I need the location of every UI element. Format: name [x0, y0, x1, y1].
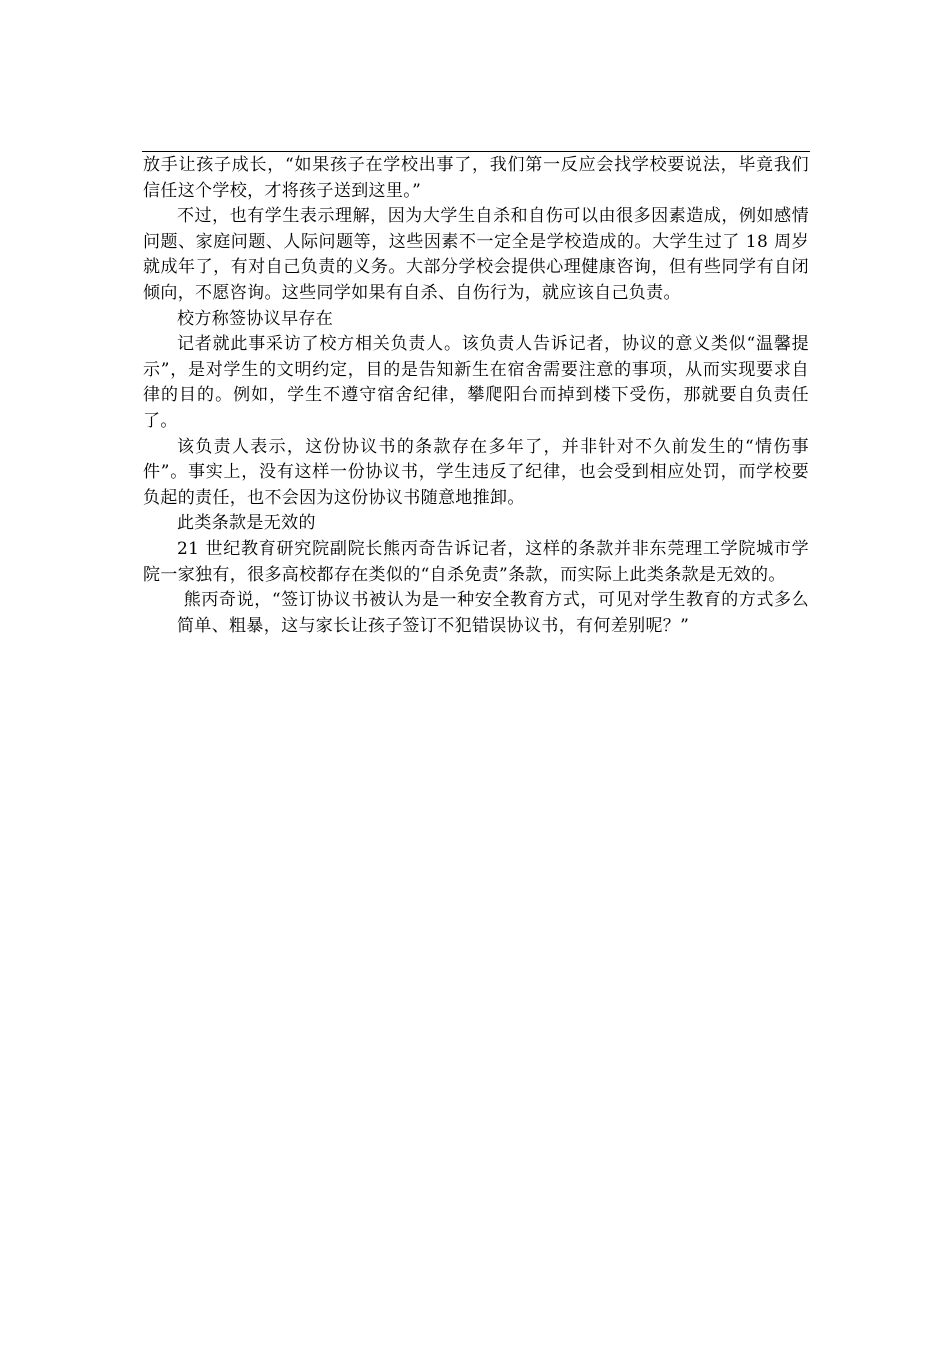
paragraph-terms-history: 该负责人表示，这份协议书的条款存在多年了，并非针对不久前发生的“情伤事件”。事实上，没有这样一份协议书，学生违反了纪律，也会受到相应处罚，而学校要负起的责任，也不会因为这份协议书随意地推卸。	[143, 436, 809, 508]
paragraph-expert-quote: 熊丙奇说，“签订协议书被认为是一种安全教育方式，可见对学生教育的方式多么简单、粗暴，这与家长让孩子签订不犯错误协议书，有何差别呢？”	[177, 590, 809, 636]
paragraph-expert-opinion: 21 世纪教育研究院副院长熊丙奇告诉记者，这样的条款并非东莞理工学院城市学院一家独有，很多高校都存在类似的“自杀免责”条款，而实际上此类条款是无效的。	[143, 538, 809, 585]
article-body	[143, 153, 809, 639]
header-rule	[142, 151, 810, 152]
paragraph-continuation: 放手让孩子成长，“如果孩子在学校出事了，我们第一反应会找学校要说法，毕竟我们信任这个学校，才将孩子送到这里。”	[143, 155, 809, 201]
paragraph-school-response: 记者就此事采访了校方相关负责人。该负责人告诉记者，协议的意义类似“温馨提示”，是对学生的文明约定，目的是告知新生在宿舍需要注意的事项，从而实现要求自律的目的。例如，学生不遵守宿舍纪律，攀爬阳台而掉到楼下受伤，那就要自负责任了。	[143, 334, 809, 431]
subheading-school-agreement: 校方称签协议早存在	[177, 308, 334, 329]
subheading-clauses-invalid: 此类条款是无效的	[177, 513, 316, 534]
paragraph-student-view: 不过，也有学生表示理解，因为大学生自杀和自伤可以由很多因素造成，例如感情问题、家庭问题、人际问题等，这些因素不一定全是学校造成的。大学生过了 18 周岁就成年了，有对自己负责的义务。大部分学校会提供心理健康咨询，但有些同学有自闭倾向，不愿咨询。这些同学如果有自杀、自伤行为，就应该自己负责。	[143, 206, 809, 303]
